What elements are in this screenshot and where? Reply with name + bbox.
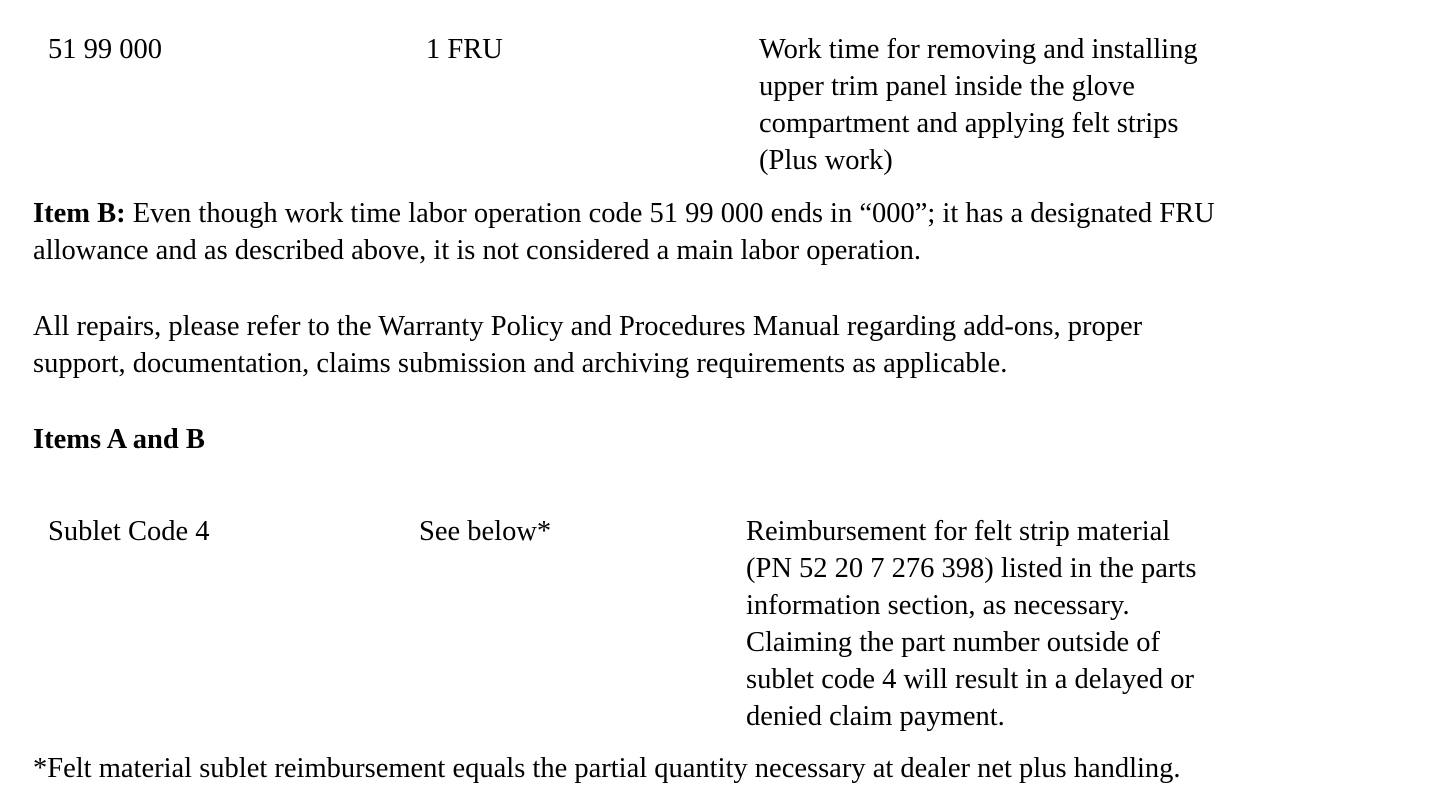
row1-allowance: 1 FRU <box>426 34 503 65</box>
row2-description-line: sublet code 4 will result in a delayed or <box>746 664 1194 695</box>
row1-code: 51 99 000 <box>48 34 162 65</box>
item-b-text: Even though work time labor operation code 51 99 000 ends in “000”; it has a designated FRU <box>125 198 1215 229</box>
all-repairs-line1: All repairs, please refer to the Warranty Policy and Procedures Manual regarding add-ons, proper <box>33 311 1143 342</box>
items-heading: Items A and B <box>33 424 205 455</box>
row1-description-line: Work time for removing and installing <box>759 34 1198 65</box>
row2-description-line: Claiming the part number outside of <box>746 627 1160 658</box>
all-repairs-line2: support, documentation, claims submission and archiving requirements as applicable. <box>33 348 1008 379</box>
row1-description <box>759 31 1198 179</box>
row1-description-line: upper trim panel inside the glove <box>759 71 1135 102</box>
row2-allowance: See below* <box>419 516 552 547</box>
footnote: *Felt material sublet reimbursement equals the partial quantity necessary at dealer net plus handling. <box>33 753 1181 784</box>
row2-description-line: Reimbursement for felt strip material <box>746 516 1171 547</box>
row1-description-line: (Plus work) <box>759 145 893 176</box>
item-b-line2: allowance and as described above, it is not considered a main labor operation. <box>33 235 921 266</box>
row2-description-line: (PN 52 20 7 276 398) listed in the parts <box>746 553 1197 584</box>
row1-description-line: compartment and applying felt strips <box>759 108 1179 139</box>
row2-description-line: denied claim payment. <box>746 701 1005 732</box>
row2-description <box>746 513 1196 735</box>
row2-description-line: information section, as necessary. <box>746 590 1130 621</box>
item-b-line1 <box>33 195 1215 232</box>
row2-code: Sublet Code 4 <box>48 516 210 547</box>
item-b-label: Item B: <box>33 198 126 229</box>
